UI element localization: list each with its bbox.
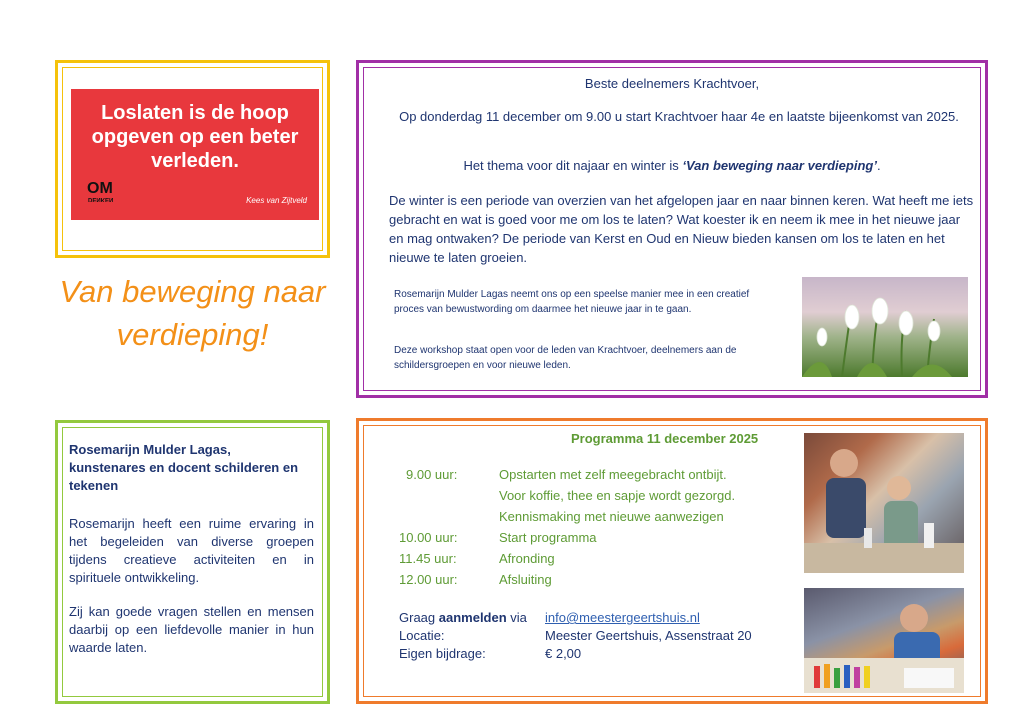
location-label: Locatie:	[399, 628, 445, 643]
program-row-time: 12.00 uur:	[399, 572, 458, 587]
quote-text: Loslaten is de hoop opgeven op een beter verleden.	[91, 102, 299, 172]
bio-heading: Rosemarijn Mulder Lagas, kunstenares en docent schilderen en tekenen	[69, 442, 299, 493]
letter-frame	[356, 60, 988, 398]
theme-line-prefix: Het thema voor dit najaar en winter is	[463, 158, 683, 173]
fee-label: Eigen bijdrage:	[399, 646, 486, 661]
theme-line-suffix: .	[876, 158, 881, 173]
quote-frame	[55, 60, 330, 258]
program-row-desc: Afronding	[499, 551, 555, 566]
letter-theme-line	[359, 158, 985, 173]
program-schedule	[399, 465, 779, 595]
quote-author: Kees van Zijtveld	[246, 196, 307, 205]
bio-paragraph-2: Zij kan goede vragen stellen en mensen daarbij op een liefdevolle manier in hun waarde laten.	[69, 604, 314, 655]
register-label	[399, 609, 527, 627]
program-row-desc: Opstarten met zelf meegebracht ontbijt.	[499, 467, 727, 482]
program-row-desc: Kennismaking met nieuwe aanwezigen	[499, 509, 724, 524]
letter-winter-paragraph: De winter is een periode van overzien van het afgelopen jaar en naar binnen keren. Wat heeft me iets gebracht en wat is goed voor me om los te laten? Wat koester ik en neem ik mee in het nieuwe jaar en mag ontwaken? De periode van Kerst en Oud en Nieuw bieden kansen om los te laten en het nieuwe te laten groeien.	[389, 193, 974, 265]
om-logo: OM	[87, 180, 113, 197]
workshop-photo-2	[804, 588, 964, 693]
program-frame	[356, 418, 988, 704]
om-logo-subtitle: DENKEN	[88, 196, 114, 202]
workshop-photo-1	[804, 433, 964, 573]
fee-value: € 2,00	[545, 646, 582, 661]
letter-intro: Op donderdag 11 december om 9.00 u start Krachtvoer haar 4e en laatste bijeenkomst van 2025.	[399, 109, 959, 124]
bio-frame	[55, 420, 330, 704]
quote-card	[71, 89, 319, 220]
program-title: Programma 11 december 2025	[571, 431, 759, 446]
theme-line-name: ‘Van beweging naar verdieping’	[682, 158, 877, 173]
workshop-paragraph-1: Rosemarijn Mulder Lagas neemt ons op een speelse manier mee in een creatief proces van bewustwording om daarmee het nieuwe jaar in te gaan.	[394, 289, 750, 315]
program-row-time: 10.00 uur:	[399, 530, 458, 545]
theme-title	[55, 270, 330, 356]
letter-greeting: Beste deelnemers Krachtvoer,	[584, 76, 760, 91]
register-prefix: Graag	[399, 610, 439, 625]
snowdrop-photo	[802, 277, 968, 377]
location-row	[399, 627, 799, 645]
bio-paragraph-1: Rosemarijn heeft een ruime ervaring in het begeleiden van diverse groepen tijdens creatieve activiteiten en in spirituele ontwikkeling.	[69, 516, 314, 585]
program-row-desc: Start programma	[499, 530, 597, 545]
location-value: Meester Geertshuis, Assenstraat 20	[545, 628, 752, 643]
program-row-desc: Voor koffie, thee en sapje wordt gezorgd.	[499, 488, 736, 503]
program-row-desc: Afsluiting	[499, 572, 552, 587]
theme-title-text: Van beweging naar verdieping!	[59, 274, 326, 352]
register-bold: aanmelden	[438, 610, 507, 625]
program-row-time: 9.00 uur:	[406, 467, 458, 482]
register-suffix: via	[506, 610, 527, 625]
register-email-link[interactable]: info@meestergeertshuis.nl	[545, 610, 700, 625]
program-row-time: 11.45 uur:	[399, 551, 457, 566]
fee-row	[399, 645, 799, 663]
workshop-paragraph-2: Deze workshop staat open voor de leden van Krachtvoer, deelnemers aan de schildersgroepen en voor nieuwe leden.	[394, 345, 737, 371]
register-row	[399, 609, 799, 627]
